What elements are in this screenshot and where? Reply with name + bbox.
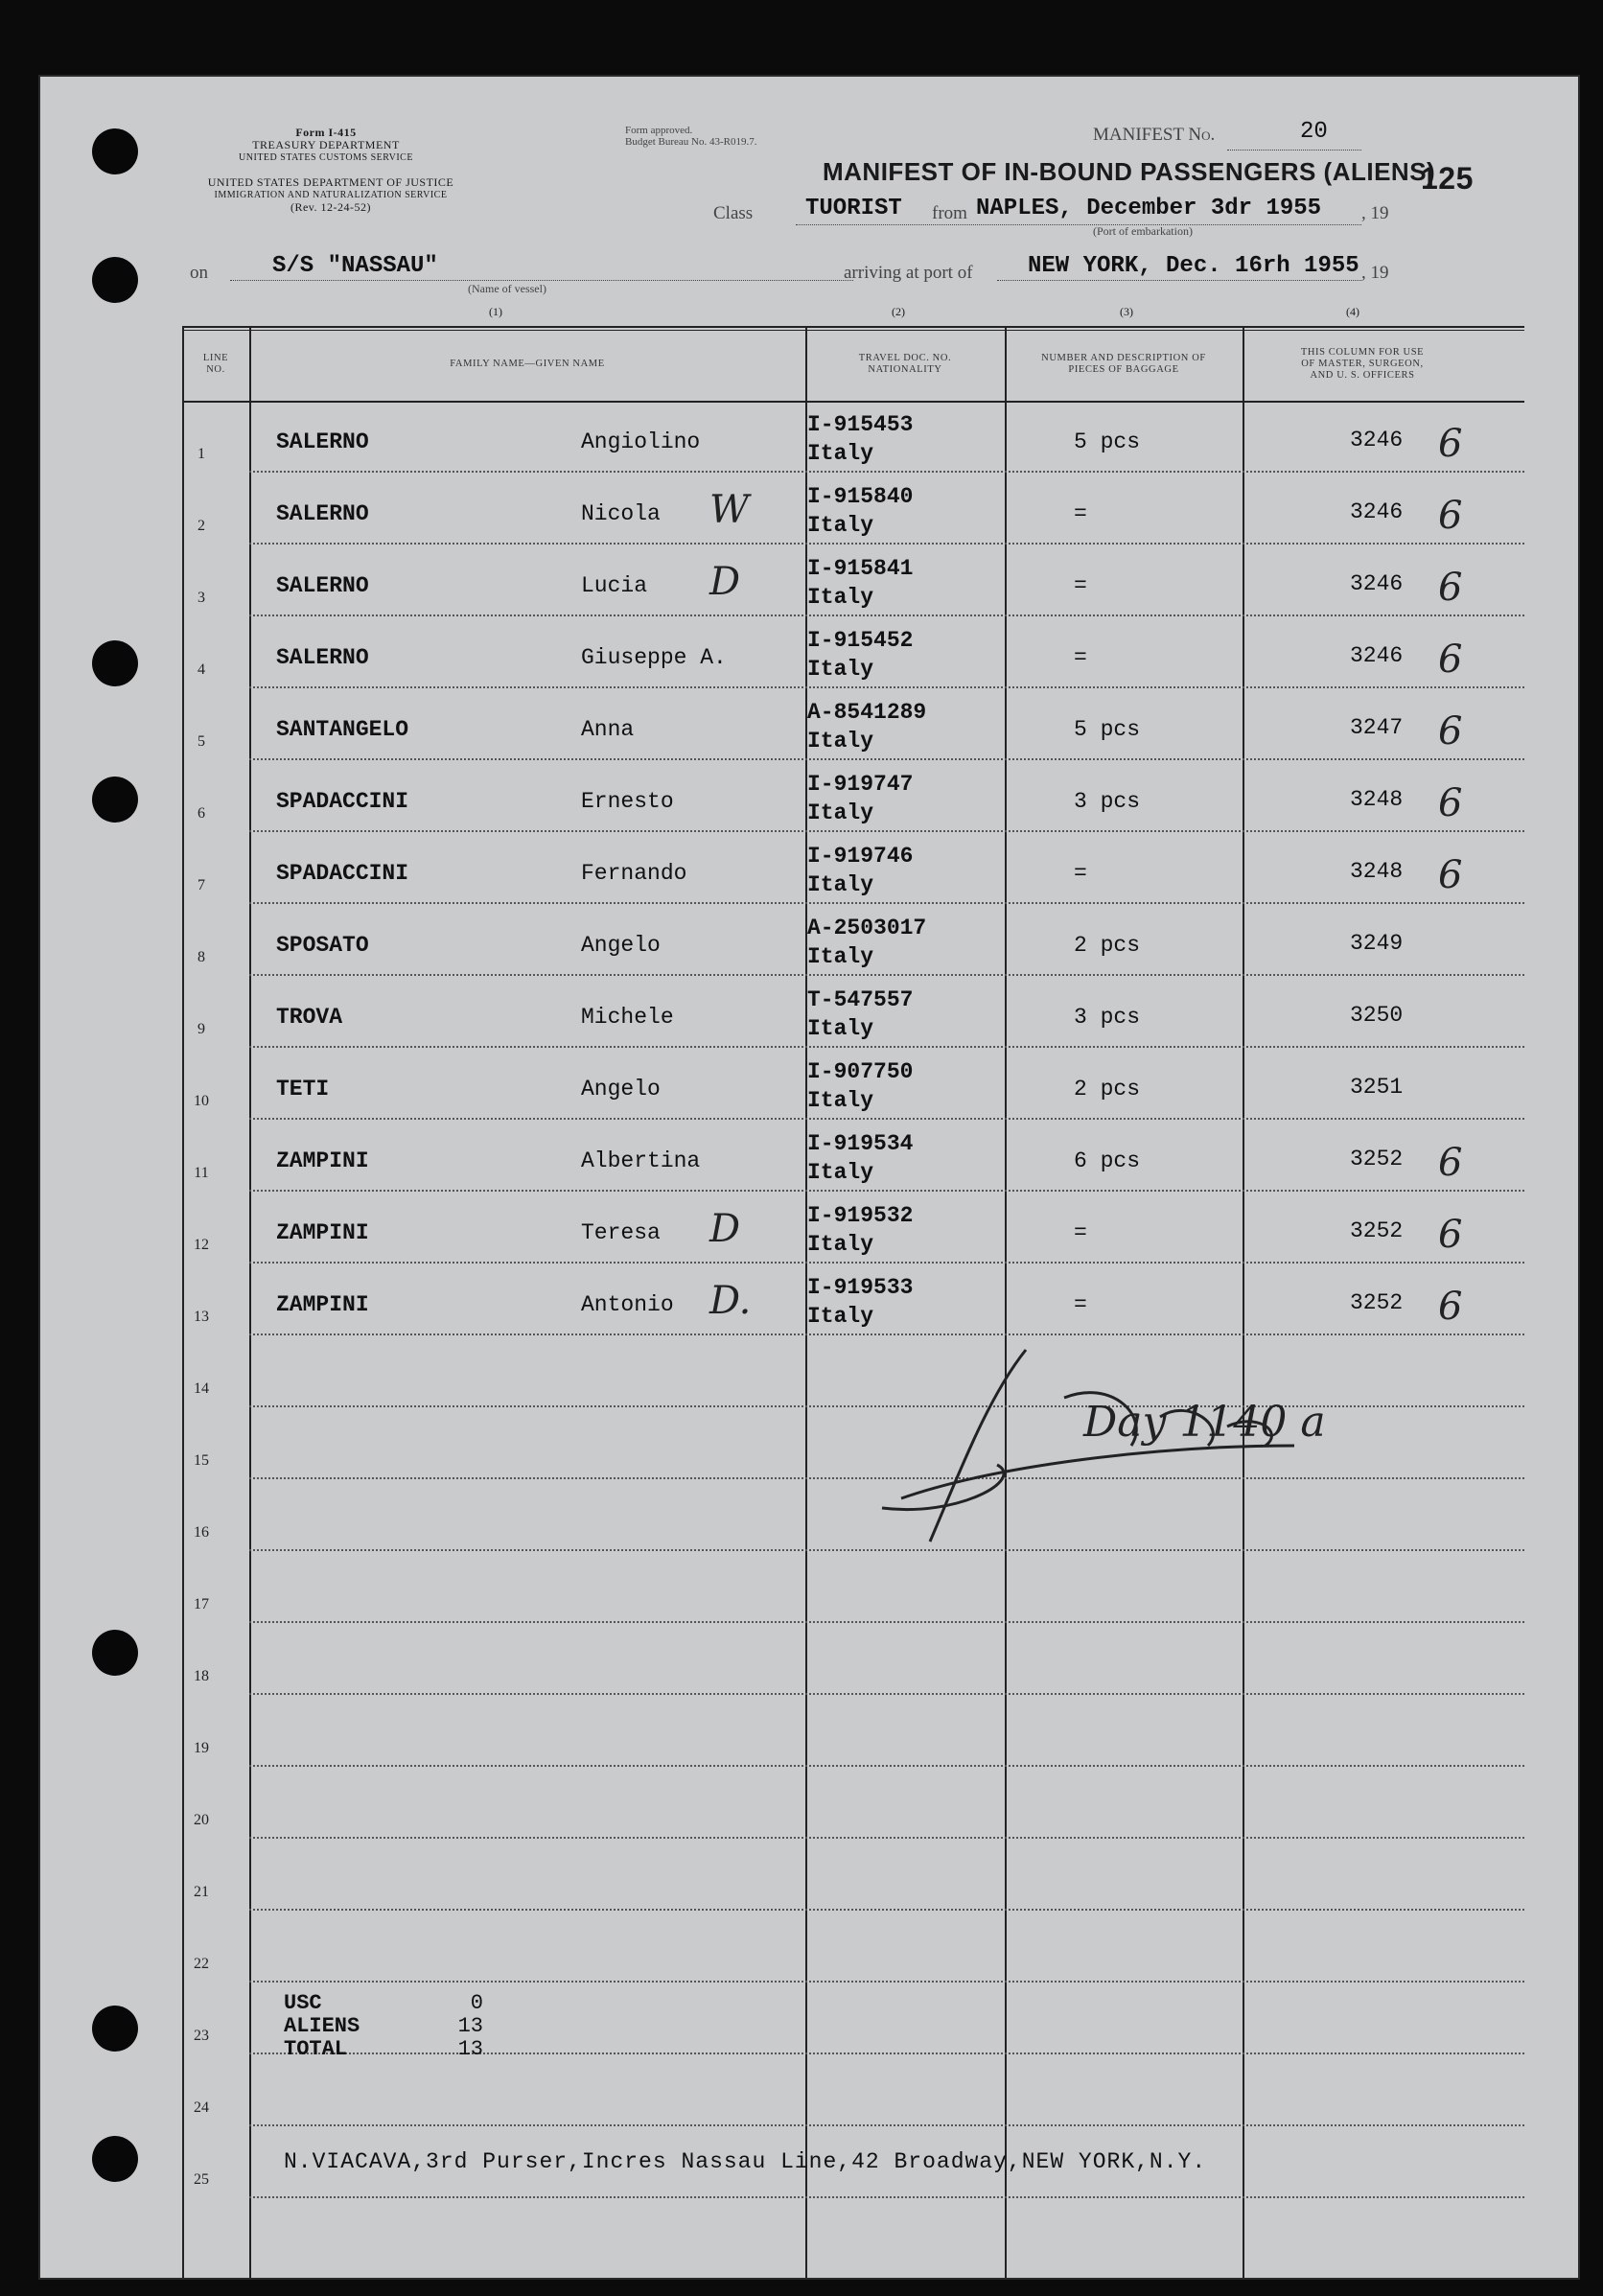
baggage: 3 pcs — [1074, 1005, 1141, 1030]
row-rule — [249, 1046, 1524, 1048]
col-name-divider — [805, 326, 807, 2278]
family-name: TETI — [276, 1077, 330, 1102]
nationality: Italy — [807, 1016, 874, 1041]
officer-code: 3246 — [1350, 428, 1404, 452]
travel-doc-no: I-915841 — [807, 556, 914, 581]
col-bag-divider — [1243, 326, 1244, 2278]
total-value: 13 — [457, 2037, 483, 2061]
row-rule — [249, 2124, 1524, 2126]
usc-value: 0 — [470, 1991, 483, 2015]
nationality: Italy — [807, 585, 874, 610]
arrival-rule — [997, 280, 1361, 281]
nationality: Italy — [807, 1232, 874, 1257]
line-number: 23 — [194, 2028, 209, 2044]
officer-code: 3247 — [1350, 715, 1404, 740]
line-number: 20 — [194, 1812, 209, 1828]
form-approved: Form approved. — [625, 125, 693, 136]
travel-doc-no: I-919533 — [807, 1275, 914, 1300]
family-name: ZAMPINI — [276, 1148, 369, 1173]
row-rule — [249, 2052, 1524, 2054]
officer-code: 3252 — [1350, 1290, 1404, 1315]
line-number: 8 — [197, 949, 205, 965]
nationality: Italy — [807, 1160, 874, 1185]
line-number: 24 — [194, 2099, 209, 2116]
usc-label: USC — [284, 1991, 322, 2015]
officer-mark: 6 — [1438, 709, 1463, 754]
given-name: Ernesto — [581, 789, 674, 814]
col-doc-divider — [1005, 326, 1007, 2278]
row-rule — [249, 974, 1524, 976]
officer-mark: 6 — [1438, 422, 1463, 466]
line-number: 6 — [197, 805, 205, 822]
officer-code: 3252 — [1350, 1218, 1404, 1243]
binder-hole-icon — [92, 2136, 138, 2182]
travel-doc-no: I-919747 — [807, 772, 914, 797]
nationality: Italy — [807, 944, 874, 969]
header-baggage-label-2: PIECES OF BAGGAGE — [1068, 364, 1179, 375]
nationality: Italy — [807, 1304, 874, 1329]
travel-doc-no: A-2503017 — [807, 916, 927, 940]
given-name: Anna — [581, 717, 635, 742]
line-number: 22 — [194, 1956, 209, 1972]
header-line-label: LINE — [202, 353, 229, 363]
officer-code: 3246 — [1350, 499, 1404, 524]
family-name: SANTANGELO — [276, 717, 409, 742]
header-officers-label-2: OF MASTER, SURGEON, — [1301, 359, 1424, 369]
given-name: Albertina — [581, 1148, 701, 1173]
form-number: Form I-415 — [295, 126, 357, 139]
line-number: 14 — [194, 1380, 209, 1397]
baggage: = — [1074, 1292, 1087, 1317]
officer-mark: 6 — [1438, 566, 1463, 610]
line-number: 17 — [194, 1596, 209, 1612]
binder-hole-icon — [92, 2006, 138, 2052]
header-travel-label: TRAVEL DOC. NO. — [858, 353, 952, 363]
travel-doc-no: I-915453 — [807, 412, 914, 437]
line-number: 16 — [194, 1524, 209, 1541]
given-name: Giuseppe A. — [581, 645, 727, 670]
purser-signature-line: N.VIACAVA,3rd Purser,Incres Nassau Line,42 Broadway,NEW YORK,N.Y. — [284, 2149, 1207, 2174]
given-name: Angelo — [581, 933, 661, 958]
binder-hole-icon — [92, 777, 138, 823]
page-title: MANIFEST OF IN-BOUND PASSENGERS (ALIENS) — [823, 157, 1436, 186]
row-rule — [249, 1981, 1524, 1983]
handwritten-note: W — [709, 488, 750, 532]
family-name: SALERNO — [276, 573, 369, 598]
row-rule — [249, 615, 1524, 616]
col-num-4: (4) — [1346, 305, 1359, 318]
travel-doc-no: A-8541289 — [807, 700, 927, 725]
row-rule — [249, 1621, 1524, 1623]
class-rule — [796, 224, 1361, 225]
handwritten-note: D — [709, 1207, 741, 1251]
officer-mark: 6 — [1438, 853, 1463, 897]
form-info — [211, 127, 441, 164]
baggage: = — [1074, 1220, 1087, 1245]
officer-mark: 6 — [1438, 638, 1463, 682]
officer-mark: 6 — [1438, 1213, 1463, 1257]
header-officers-label-3: AND U. S. OFFICERS — [1310, 370, 1415, 381]
header-line-no — [182, 353, 249, 376]
given-name: Teresa — [581, 1220, 661, 1245]
ins-label: IMMIGRATION AND NATURALIZATION SERVICE — [214, 190, 448, 200]
officer-code: 3251 — [1350, 1075, 1404, 1100]
totals-block — [284, 1992, 360, 2061]
class-value: TUORIST — [805, 196, 902, 221]
baggage: = — [1074, 501, 1087, 526]
line-number: 18 — [194, 1668, 209, 1684]
binder-hole-icon — [92, 1630, 138, 1676]
nationality: Italy — [807, 513, 874, 538]
baggage: = — [1074, 861, 1087, 886]
given-name: Nicola — [581, 501, 661, 526]
row-rule — [249, 1190, 1524, 1192]
officer-code: 3246 — [1350, 571, 1404, 596]
baggage: 5 pcs — [1074, 429, 1141, 454]
embarkation-value: NAPLES, December 3dr 1955 — [976, 196, 1322, 221]
manifest-no-label: MANIFEST No. — [1093, 125, 1216, 145]
from-label: from — [932, 203, 967, 223]
travel-doc-no: I-915452 — [807, 628, 914, 653]
totals-values — [445, 1992, 483, 2061]
header-officers-label-1: THIS COLUMN FOR USE — [1300, 347, 1425, 358]
given-name: Fernando — [581, 861, 687, 886]
aliens-value: 13 — [457, 2014, 483, 2038]
col-num-3: (3) — [1120, 305, 1133, 318]
row-rule — [249, 1837, 1524, 1839]
vessel-note: (Name of vessel) — [468, 282, 546, 295]
line-number: 19 — [194, 1740, 209, 1756]
nationality: Italy — [807, 441, 874, 466]
handwritten-note: D — [709, 560, 741, 604]
row-rule — [249, 1909, 1524, 1911]
line-number: 13 — [194, 1309, 209, 1325]
line-number: 21 — [194, 1884, 209, 1900]
line-number: 1 — [197, 446, 205, 462]
page-number: 125 — [1421, 161, 1474, 196]
budget-bureau: Budget Bureau No. 43-R019.7. — [625, 136, 757, 148]
binder-hole-icon — [92, 128, 138, 174]
table-left-rule — [182, 326, 184, 2278]
travel-doc-no: T-547557 — [807, 987, 914, 1012]
given-name: Angiolino — [581, 429, 701, 454]
col-num-1: (1) — [489, 305, 502, 318]
manifest-no: 20 — [1300, 119, 1328, 145]
col-line-divider — [249, 326, 251, 2278]
line-number: 5 — [197, 733, 205, 750]
header-baggage — [1005, 353, 1243, 376]
row-rule — [249, 1118, 1524, 1120]
header-nationality-label: NATIONALITY — [868, 364, 942, 375]
handwritten-note: Day 1140 a — [1083, 1398, 1326, 1447]
line-number: 7 — [197, 877, 205, 893]
justice-info — [192, 176, 470, 214]
family-name: SPOSATO — [276, 933, 369, 958]
travel-doc-no: I-915840 — [807, 484, 914, 509]
family-name: TROVA — [276, 1005, 343, 1030]
vessel-name: S/S "NASSAU" — [272, 253, 438, 279]
binder-hole-icon — [92, 257, 138, 303]
family-name: SALERNO — [276, 501, 369, 526]
line-number: 15 — [194, 1452, 209, 1469]
binder-hole-icon — [92, 640, 138, 686]
family-name: SALERNO — [276, 429, 369, 454]
line-number: 11 — [194, 1165, 209, 1181]
baggage: 2 pcs — [1074, 933, 1141, 958]
baggage: = — [1074, 645, 1087, 670]
family-name: ZAMPINI — [276, 1220, 369, 1245]
officer-mark: 6 — [1438, 1285, 1463, 1329]
header-name: FAMILY NAME—GIVEN NAME — [450, 359, 605, 369]
officer-mark: 6 — [1438, 494, 1463, 538]
officer-signature — [844, 1321, 1381, 1609]
given-name: Lucia — [581, 573, 648, 598]
line-number: 2 — [197, 518, 205, 534]
baggage: 5 pcs — [1074, 717, 1141, 742]
given-name: Michele — [581, 1005, 674, 1030]
officer-code: 3246 — [1350, 643, 1404, 668]
embarkation-note: (Port of embarkation) — [1093, 224, 1193, 238]
travel-doc-no: I-907750 — [807, 1059, 914, 1084]
row-rule — [249, 758, 1524, 760]
line-number: 9 — [197, 1021, 205, 1037]
table-header-rule — [182, 401, 1524, 403]
header-no-label: NO. — [206, 364, 225, 375]
nationality: Italy — [807, 800, 874, 825]
nationality: Italy — [807, 657, 874, 682]
officer-code: 3248 — [1350, 787, 1404, 812]
line-number: 10 — [194, 1093, 209, 1109]
family-name: SPADACCINI — [276, 861, 409, 886]
vessel-rule — [230, 280, 853, 281]
customs-label: UNITED STATES CUSTOMS SERVICE — [239, 152, 413, 163]
treasury-label: TREASURY DEPARTMENT — [252, 138, 400, 151]
header-officers — [1243, 347, 1482, 382]
line-number: 25 — [194, 2171, 209, 2188]
officer-code: 3248 — [1350, 859, 1404, 884]
row-rule — [249, 2196, 1524, 2198]
nationality: Italy — [807, 1088, 874, 1113]
given-name: Antonio — [581, 1292, 674, 1317]
nationality: Italy — [807, 872, 874, 897]
family-name: SPADACCINI — [276, 789, 409, 814]
officer-code: 3250 — [1350, 1003, 1404, 1028]
baggage: 2 pcs — [1074, 1077, 1141, 1102]
row-rule — [249, 543, 1524, 545]
handwritten-note: D. — [709, 1279, 752, 1323]
year-suffix-1: , 19 — [1361, 203, 1389, 223]
officer-code: 3249 — [1350, 931, 1404, 956]
baggage: 3 pcs — [1074, 789, 1141, 814]
approval-info — [625, 125, 756, 148]
row-rule — [249, 1262, 1524, 1264]
manifest-page — [38, 75, 1580, 2280]
table-top-rule-2 — [182, 330, 1524, 331]
revision-label: (Rev. 12-24-52) — [290, 200, 372, 214]
aliens-label: ALIENS — [284, 2014, 360, 2038]
class-label: Class — [713, 203, 754, 223]
total-label: TOTAL — [284, 2037, 348, 2061]
on-label: on — [190, 263, 208, 283]
line-number: 3 — [197, 590, 205, 606]
baggage: = — [1074, 573, 1087, 598]
baggage: 6 pcs — [1074, 1148, 1141, 1173]
table-top-rule — [182, 326, 1524, 328]
row-rule — [249, 1765, 1524, 1767]
manifest-no-rule — [1227, 150, 1361, 151]
given-name: Angelo — [581, 1077, 661, 1102]
justice-label: UNITED STATES DEPARTMENT OF JUSTICE — [207, 175, 454, 189]
arrival-value: NEW YORK, Dec. 16rh 1955 — [1028, 253, 1359, 279]
travel-doc-no: I-919746 — [807, 844, 914, 869]
row-rule — [249, 1693, 1524, 1695]
row-rule — [249, 830, 1524, 832]
line-number: 12 — [194, 1237, 209, 1253]
row-rule — [249, 471, 1524, 473]
header-baggage-label-1: NUMBER AND DESCRIPTION OF — [1041, 353, 1206, 363]
family-name: SALERNO — [276, 645, 369, 670]
row-rule — [249, 902, 1524, 904]
nationality: Italy — [807, 729, 874, 754]
col-num-2: (2) — [892, 305, 905, 318]
officer-code: 3252 — [1350, 1147, 1404, 1171]
officer-mark: 6 — [1438, 1141, 1463, 1185]
arriving-label: arriving at port of — [844, 263, 973, 283]
travel-doc-no: I-919532 — [807, 1203, 914, 1228]
officer-mark: 6 — [1438, 781, 1463, 825]
family-name: ZAMPINI — [276, 1292, 369, 1317]
travel-doc-no: I-919534 — [807, 1131, 914, 1156]
header-travel-doc — [805, 353, 1005, 376]
row-rule — [249, 686, 1524, 688]
line-number: 4 — [197, 661, 205, 678]
year-suffix-2: , 19 — [1361, 263, 1389, 283]
